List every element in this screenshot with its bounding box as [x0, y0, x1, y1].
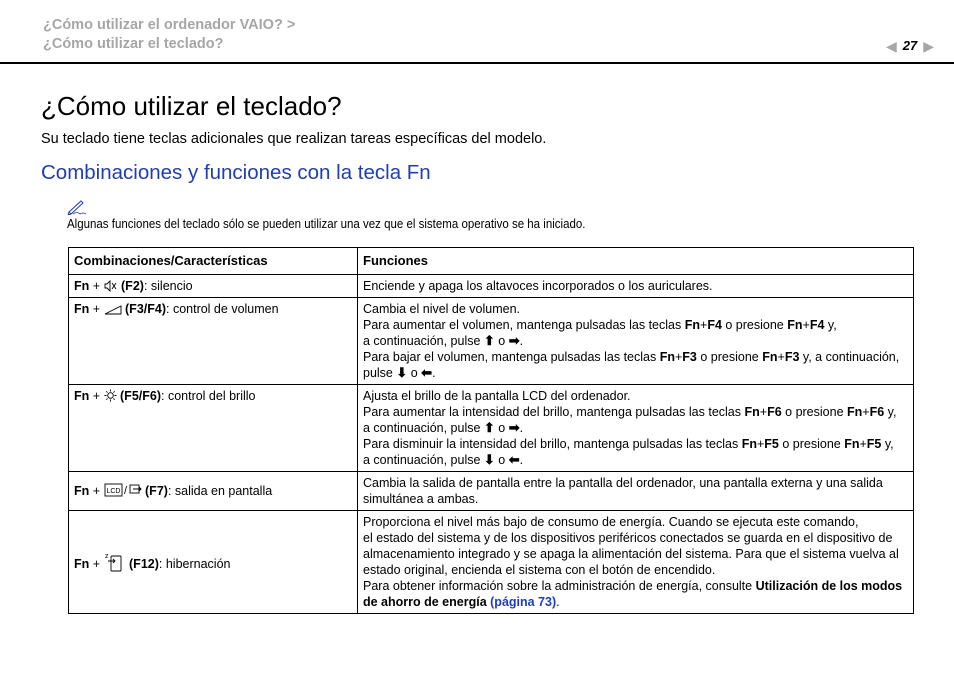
- page-header: [0, 0, 954, 64]
- arrow-left-icon: ⬅: [421, 365, 433, 380]
- function-cell: Cambia el nivel de volumen. Para aumentar el volumen, mantenga pulsadas las teclas Fn+F4 o presione Fn+F4 y, a continuación, pulse ⬆ o ➡. Para bajar el volumen, mantenga pulsadas las teclas Fn+F3 o presione Fn+F3 y, a continuación, pulse ⬇ o ⬅.: [358, 298, 914, 385]
- volume-icon: [104, 305, 122, 315]
- page-number: 27: [902, 38, 918, 53]
- combination-cell: Fn + LCD / (F7): salida en pantalla: [69, 472, 358, 511]
- next-page-icon[interactable]: ▶: [923, 37, 934, 54]
- function-cell: Proporciona el nivel más bajo de consumo de energía. Cuando se ejecuta este comando, el estado del sistema y de los dispositivos periféricos conectados se guarda en el dispositivo de almacenamiento integrado y se apaga la alimentación del sistema. Para que el sistema vuelva al estado original, encienda el sistema con el botón de encendido. Para obtener información sobre la administración de energía, consulte Utilización de los modos de ahorro de energía (página 73).: [358, 511, 914, 614]
- table-row: [69, 511, 914, 614]
- fn-key-table: [68, 247, 914, 614]
- hibernate-z: z: [104, 553, 109, 560]
- lcd-slash: /: [123, 485, 127, 497]
- function-cell: Enciende y apaga los altavoces incorporados o los auriculares.: [358, 275, 914, 298]
- breadcrumb[interactable]: [43, 16, 295, 54]
- function-cell: Cambia la salida de pantalla entre la pantalla del ordenador, una pantalla externa y una salida simultánea a ambas.: [358, 472, 914, 511]
- breadcrumb-parent[interactable]: ¿Cómo utilizar el ordenador VAIO? >: [43, 17, 296, 33]
- table-row: [69, 298, 914, 385]
- table-row: [69, 472, 914, 511]
- combination-cell: Fn + (F3/F4): control de volumen: [69, 298, 358, 385]
- hibernate-icon: [104, 551, 126, 573]
- combination-cell: Fn + z (F12): hibernación: [69, 511, 358, 614]
- column-header-combinations: Combinaciones/Características: [69, 248, 358, 275]
- arrow-right-icon: ➡: [508, 420, 520, 435]
- function-cell: Ajusta el brillo de la pantalla LCD del ordenador. Para aumentar la intensidad del brillo, mantenga pulsadas las teclas Fn+F6 o presione Fn+F6 y, a continuación, pulse ⬆ o ➡. Para disminuir la intensidad del brillo, mantenga pulsadas las teclas Fn+F5 o presione Fn+F5 y, a continuación, pulse ⬇ o ⬅.: [358, 385, 914, 472]
- lcd-output-icon: [104, 483, 142, 497]
- speaker-mute-icon: [104, 280, 118, 292]
- combination-cell: Fn + (F5/F6): control del brillo: [69, 385, 358, 472]
- arrow-down-icon: ⬇: [396, 365, 408, 380]
- section-title: Combinaciones y funciones con la tecla Fn: [41, 161, 431, 184]
- intro-text: Su teclado tiene teclas adicionales que realizan tareas específicas del modelo.: [41, 131, 547, 147]
- breadcrumb-current[interactable]: ¿Cómo utilizar el teclado?: [43, 36, 224, 52]
- note-text: Algunas funciones del teclado sólo se pueden utilizar una vez que el sistema operativo se ha iniciado.: [67, 217, 586, 231]
- page-navigation: [886, 38, 934, 53]
- page-title: ¿Cómo utilizar el teclado?: [41, 91, 342, 121]
- arrow-up-icon: ⬆: [483, 420, 495, 435]
- arrow-left-icon: ⬅: [508, 452, 520, 467]
- table-row: [69, 275, 914, 298]
- table-row: [69, 385, 914, 472]
- page-73-link[interactable]: (página 73): [490, 595, 557, 609]
- prev-page-icon[interactable]: ◀: [885, 37, 897, 54]
- brightness-icon: [104, 389, 117, 402]
- column-header-functions: Funciones: [358, 248, 914, 275]
- combination-cell: Fn + (F2): silencio: [69, 275, 358, 298]
- arrow-right-icon: ➡: [508, 333, 520, 348]
- arrow-down-icon: ⬇: [483, 452, 495, 467]
- pencil-note-icon: [67, 199, 87, 215]
- arrow-up-icon: ⬆: [483, 333, 495, 348]
- lcd-label: LCD: [106, 488, 121, 495]
- table-header-row: [69, 248, 914, 275]
